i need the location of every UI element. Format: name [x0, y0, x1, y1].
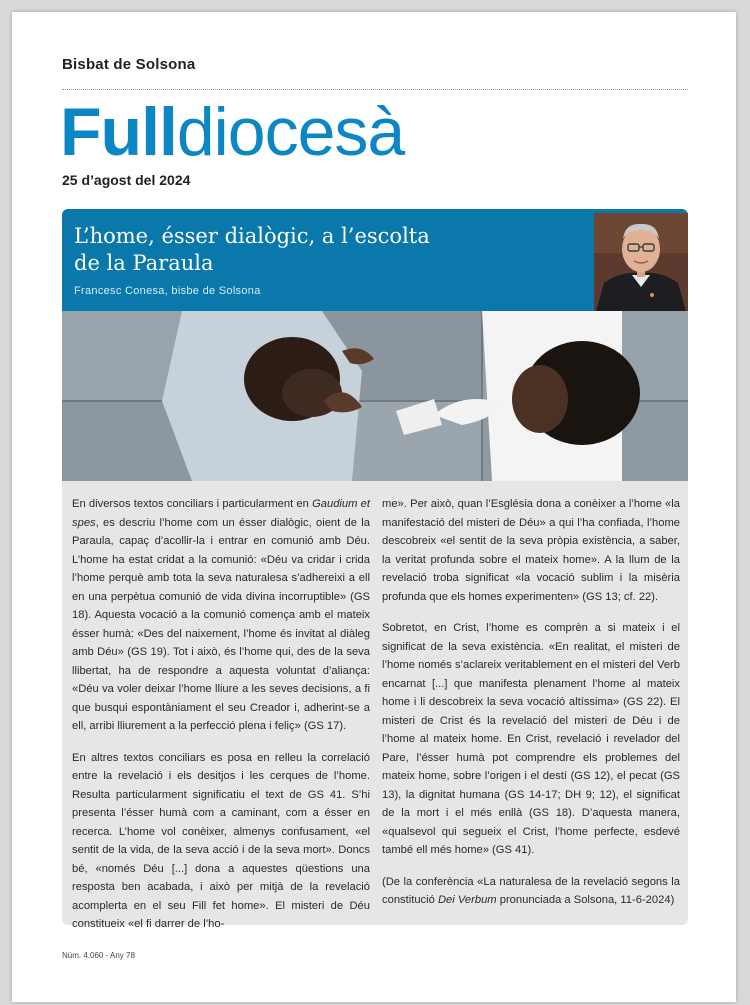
title-banner — [62, 209, 688, 311]
masthead-bold: Full — [60, 94, 177, 170]
masthead-light: diocesà — [176, 94, 405, 170]
article-photo — [62, 311, 688, 481]
paragraph-text: Sobretot, en Crist, l’home es comprèn a si mateix i el significat de la seva existència. «En realitat, el misteri de l’home només s’aclareix veritablement en el misteri del Verb encarnat [...] que manifesta plenament l’home al mateix home i li descobreix la seva vocació altíssima» (GS 22). El misteri de Crist és la revelació del misteri de Déu i de l’home al mateix home. En Crist, revelació i revelador del Pare, l’ésser humà pot comprendre els problemes del mateix home, sobre l’origen i el destí (GS 12), el pecat (GS 13), la dignitat humana (GS 14-17; DH 9; 12), el significat de la mort i el més enllà (GS 18). D’aquesta manera, «qualsevol qui segueix el Crist, l’home perfecte, esdevé també ell més home» (GS 41). — [382, 622, 680, 856]
issue-date: 25 d’agost del 2024 — [62, 172, 191, 188]
paragraph-text: En diversos textos conciliars i particularment en — [72, 498, 313, 510]
italic-title: Gaudium et spes — [72, 498, 370, 529]
header-divider — [62, 89, 688, 90]
paragraph-text: En altres textos conciliars es posa en relleu la correlació entre la revelació i els desitjos i les cerques de l’home. Resulta particularment significatiu el text de GS 41. S’hi presenta l’ésser humà com a caminant, com a ésser en recerca. L’home vol conèixer, almenys confusament, «el sentit de la vida, de la seva acció i de la seva mort». Doncs bé, «només Déu [...] dona a aquestes qüestions una resposta ben acabada, i això per mitjà de la revelació acomplerta en el seu Fill fet home». El misteri de Déu constitueix «el fi darrer de l’ho- — [72, 751, 370, 930]
paragraph-text: pronunciada a Solsona, 11-6-2024) — [496, 894, 675, 906]
newsletter-page — [12, 12, 736, 1002]
bishop-portrait — [594, 213, 688, 311]
italic-title: Dei Verbum — [437, 894, 497, 906]
diocese-name: Bisbat de Solsona — [62, 56, 196, 73]
article-title-line2: de la Paraula — [74, 251, 214, 275]
article-byline: Francesc Conesa, bisbe de Solsona — [74, 285, 261, 297]
article-paragraph — [382, 873, 680, 910]
article-body — [62, 481, 688, 930]
article-paragraph — [382, 619, 680, 860]
article-header — [62, 209, 688, 481]
article-paragraph — [72, 495, 370, 736]
article-title-line1: L’home, ésser dialògic, a l’escolta — [74, 224, 430, 248]
right-column — [382, 495, 680, 910]
article-title — [74, 223, 514, 277]
issue-number: Núm. 4.060 - Any 78 — [62, 951, 135, 960]
left-column — [72, 495, 370, 934]
paragraph-text: , es descriu l’home com un ésser dialògic, oient de la Paraula, capaç d’acollir-la i entrar en comunió amb Déu. L’home ha estat cridat a la comunió: «Déu va cridar i crida l’home perquè amb tota la seva naturalesa s’adhereixi a ell en una perpètua comunió de vida divina incorruptible» (GS 18). Aquesta vocació a la comunió comença amb el mateix ésser humà: «Des del naixement, l’home és invitat al diàleg amb Déu» (GS 19). Tot i això, és l’home qui, des de la seva llibertat, ha de respondre a aquesta voluntat d’aliança: «Déu va voler deixar l’home lliure a les seves decisions, a fi que busqui espontàniament el seu Creador i, adherint-se a ell, arribi lliurement a la perfecció plena i feliç» (GS 17). — [72, 516, 370, 732]
article-paragraph — [72, 749, 370, 934]
article-paragraph — [382, 495, 680, 606]
paragraph-text: me». Per això, quan l’Església dona a conèixer a l’home «la manifestació del misteri de Déu» a qui l’ha confiada, l’home descobreix «el sentit de la seva pròpia existència, a saber, la veritat profunda sobre el mateix home». A la llum de la revelació troba significat «la vocació sublim i la misèria profunda que els homes experimenten» (GS 13; cf. 22). — [382, 498, 680, 603]
masthead-logo — [60, 92, 404, 172]
paragraph-text: (De la conferència «La naturalesa de la revelació segons la constitució — [382, 875, 680, 906]
